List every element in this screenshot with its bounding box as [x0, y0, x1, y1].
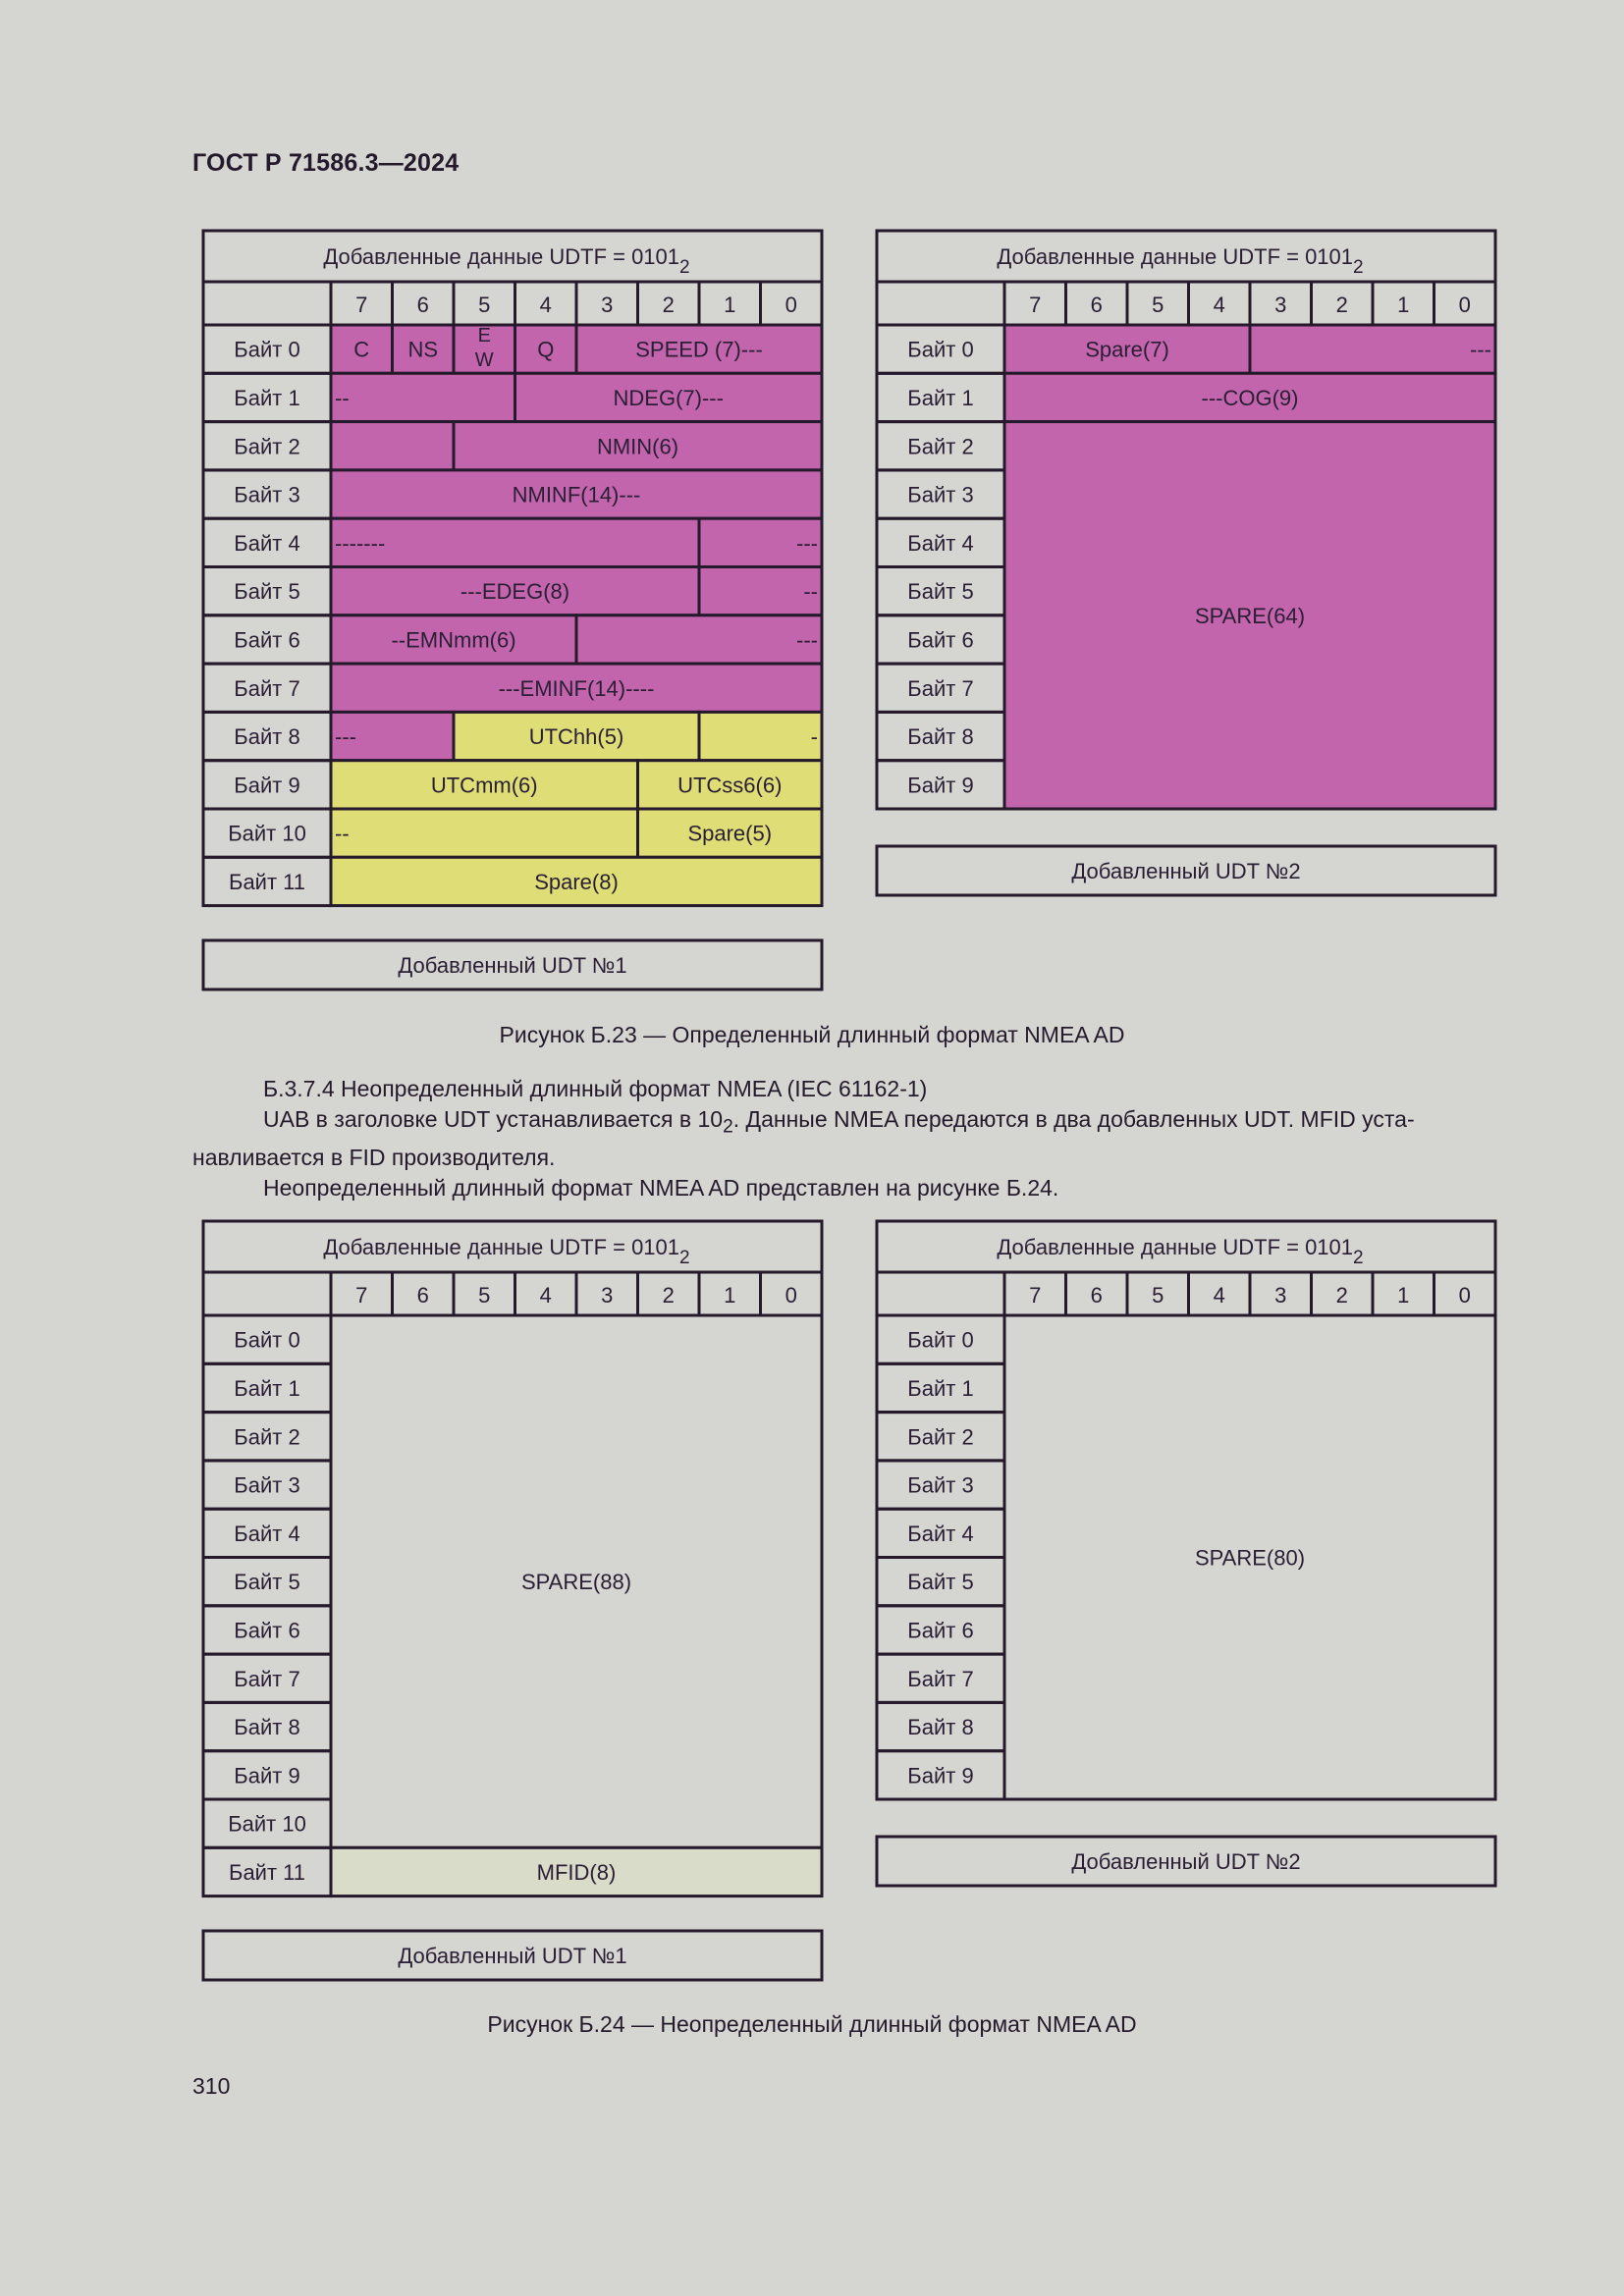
udtf-header-text: Добавленные данные UDTF = 01012: [323, 244, 690, 278]
byte-label: Байт 9: [907, 773, 974, 798]
fig23-left-svg: [203, 231, 824, 991]
udt-footer-label: Добавленный UDT №2: [1071, 859, 1301, 883]
bit-label: 6: [1090, 293, 1103, 317]
fig24-left-diagram: [203, 1221, 824, 1982]
bit-header-blank-cell: [203, 1272, 331, 1315]
field-c-label: C: [353, 337, 370, 362]
byte-label: Байт 0: [234, 1327, 300, 1353]
byte-label: Байт 4: [234, 1521, 300, 1546]
byte-label: Байт 2: [234, 1424, 300, 1450]
field-spare8-label: Spare(8): [534, 869, 619, 894]
field-speed-label: SPEED (7)---: [635, 337, 763, 362]
bit-label: 7: [355, 293, 368, 317]
bit-label: 7: [1029, 293, 1042, 317]
page-number: 310: [192, 2073, 231, 2099]
byte-label: Байт 3: [234, 482, 300, 507]
bit-label: 1: [724, 293, 736, 317]
bit-label: 4: [1213, 293, 1225, 317]
udt-footer-label: Добавленный UDT №1: [398, 953, 627, 978]
fig23-left-diagram: [203, 231, 824, 991]
udtf-header-text: Добавленные данные UDTF = 01012: [997, 1235, 1364, 1268]
byte-label: Байт 2: [907, 1424, 974, 1450]
field-cog-start: [1250, 325, 1495, 373]
byte-label: Байт 8: [234, 724, 300, 750]
figure-caption-b24: Рисунок Б.24 — Неопределенный длинный формат NMEA AD: [487, 2011, 1137, 2037]
field-spare64-label: SPARE(64): [1194, 603, 1306, 628]
byte-label: Байт 9: [234, 773, 300, 798]
fig23-right-svg: [877, 231, 1497, 898]
byte-label: Байт 0: [907, 1327, 974, 1353]
byte-label: Байт 8: [234, 1715, 300, 1740]
field-spare88-label: SPARE(88): [520, 1570, 632, 1595]
field-spare7-label: Spare(7): [1085, 337, 1169, 362]
byte-label: Байт 1: [907, 385, 974, 410]
field-nmin-label: NMIN(6): [596, 434, 679, 459]
byte-label: Байт 2: [234, 434, 300, 459]
bit-label: 4: [539, 293, 552, 317]
byte-label: Байт 0: [234, 337, 300, 362]
document-header: ГОСТ Р 71586.3—2024: [192, 149, 460, 177]
byte-label: Байт 10: [228, 821, 306, 846]
byte-label: Байт 11: [229, 1859, 305, 1885]
byte-label: Байт 7: [907, 1666, 974, 1691]
byte-label: Байт 8: [907, 724, 974, 750]
byte-label: Байт 1: [234, 385, 300, 410]
fig24-right-diagram: [877, 1221, 1497, 1889]
field-ew-e-label: E: [477, 325, 491, 347]
byte-label: Байт 1: [907, 1375, 974, 1401]
udtf-header-text: Добавленные данные UDTF = 01012: [997, 244, 1364, 278]
field-speed-cont-label: --: [335, 385, 350, 410]
bit-header-blank-cell: [877, 1272, 1004, 1315]
field-utcss-label: UTCss6(6): [677, 773, 783, 798]
byte-label: Байт 6: [907, 627, 974, 653]
bit-label: 7: [355, 1283, 368, 1308]
byte-label: Байт 10: [228, 1811, 306, 1837]
udt-footer-label: Добавленный UDT №1: [398, 1944, 627, 1968]
bit-label: 5: [1152, 1283, 1164, 1308]
field-ndeg-label: NDEG(7)---: [613, 385, 724, 410]
field-nminf-cont-label: -------: [335, 530, 386, 556]
bit-label: 5: [478, 293, 491, 317]
bit-label: 6: [416, 293, 429, 317]
field-eminf-start: [576, 615, 822, 664]
field-cog-label: ---COG(9): [1201, 385, 1299, 410]
byte-label: Байт 6: [907, 1618, 974, 1643]
byte-label: Байт 6: [234, 1618, 300, 1643]
byte-label: Байт 7: [234, 675, 300, 701]
byte-label: Байт 4: [234, 530, 300, 556]
field-edeg-start-label: ---: [796, 530, 818, 556]
byte-label: Байт 0: [907, 337, 974, 362]
field-edeg-label: ---EDEG(8): [460, 579, 570, 605]
field-emnmm-label: --EMNmm(6): [391, 627, 516, 653]
bit-label: 3: [601, 293, 614, 317]
byte-label: Байт 1: [234, 1375, 300, 1401]
section-text: [192, 1074, 1508, 1203]
field-speed-cont: [331, 373, 515, 421]
field-q-label: Q: [537, 337, 555, 362]
bit-header-blank-cell: [877, 282, 1004, 325]
byte-label: Байт 3: [907, 1472, 974, 1498]
bit-label: 2: [1335, 1283, 1348, 1308]
bit-label: 3: [601, 1283, 614, 1308]
bit-label: 2: [662, 1283, 675, 1308]
field-utcmm-start-label: -: [810, 724, 818, 750]
field-eminf-end-label: ---: [335, 724, 356, 750]
bit-label: 0: [1458, 293, 1471, 317]
bit-label: 1: [1397, 1283, 1410, 1308]
figure-caption-b23: Рисунок Б.23 — Определенный длинный формат NMEA AD: [499, 1022, 1125, 1047]
byte-label: Байт 2: [907, 434, 974, 459]
bit-label: 6: [1090, 1283, 1103, 1308]
field-ns-label: NS: [407, 337, 439, 362]
bit-label: 0: [1458, 1283, 1471, 1308]
byte-label: Байт 9: [907, 1763, 974, 1789]
bit-label: 5: [1152, 293, 1164, 317]
field-ndeg-cont: [331, 422, 454, 470]
bit-label: 2: [1335, 293, 1348, 317]
field-spare5-label: Spare(5): [687, 821, 773, 846]
byte-label: Байт 6: [234, 627, 300, 653]
byte-label: Байт 7: [907, 675, 974, 701]
bit-label: 4: [539, 1283, 552, 1308]
paragraph-uab: UAB в заголовке UDT устанавливается в $10_2$. Данные NMEA передаются в два добавленных UDT. MFID уста-навливается в FID производителя.: [192, 1106, 1415, 1170]
udtf-header-text: Добавленные данные UDTF = 01012: [323, 1235, 690, 1268]
field-spare80-label: SPARE(80): [1194, 1545, 1306, 1571]
byte-label: Байт 7: [234, 1666, 300, 1691]
fig24-left-svg: [203, 1221, 824, 1982]
field-utcmm-label: UTCmm(6): [430, 773, 538, 798]
byte-label: Байт 11: [229, 869, 305, 894]
fig23-right-diagram: [877, 231, 1497, 898]
byte-label: Байт 5: [907, 1570, 974, 1595]
bit-header-blank-cell: [203, 282, 331, 325]
byte-label: Байт 4: [907, 530, 974, 556]
field-nminf-label: NMINF(14)---: [512, 482, 641, 507]
bit-label: 5: [478, 1283, 491, 1308]
bit-label: 2: [662, 293, 675, 317]
bit-label: 4: [1213, 1283, 1225, 1308]
byte-label: Байт 9: [234, 1763, 300, 1789]
bit-label: 1: [1397, 293, 1410, 317]
field-utchh-label: UTChh(5): [528, 724, 624, 750]
byte-label: Байт 8: [907, 1715, 974, 1740]
byte-label: Байт 5: [234, 579, 300, 605]
byte-label: Байт 5: [907, 579, 974, 605]
field-eminf-start-label: ---: [796, 627, 818, 653]
byte-label: Байт 5: [234, 1570, 300, 1595]
field-emnmm-start-label: --: [803, 579, 818, 605]
field-ew-w-label: W: [474, 349, 494, 371]
byte-label: Байт 3: [234, 1472, 300, 1498]
byte-label: Байт 3: [907, 482, 974, 507]
byte-label: Байт 4: [907, 1521, 974, 1546]
field-utcss-cont: [331, 809, 638, 857]
bit-label: 6: [416, 1283, 429, 1308]
field-nminf-cont: [331, 518, 699, 566]
bit-label: 7: [1029, 1283, 1042, 1308]
field-utcss-cont-label: --: [335, 821, 350, 846]
bit-label: 1: [724, 1283, 736, 1308]
fig24-right-svg: [877, 1221, 1497, 1889]
bit-label: 0: [785, 1283, 797, 1308]
field-mfid-label: MFID(8): [536, 1859, 617, 1885]
field-cog-start-label: ---: [1470, 337, 1491, 362]
field-eminf-label: ---EMINF(14)----: [498, 675, 655, 701]
paragraph-figure-ref: Неопределенный длинный формат NMEA AD представлен на рисунке Б.24.: [263, 1174, 1059, 1201]
bit-label: 0: [785, 293, 797, 317]
field-utcmm-start: [699, 712, 822, 760]
bit-label: 3: [1274, 1283, 1287, 1308]
bit-label: 3: [1274, 293, 1287, 317]
section-heading: Б.3.7.4 Неопределенный длинный формат NMEA (IEC 61162-1): [263, 1076, 928, 1101]
udt-footer-label: Добавленный UDT №2: [1071, 1849, 1301, 1874]
